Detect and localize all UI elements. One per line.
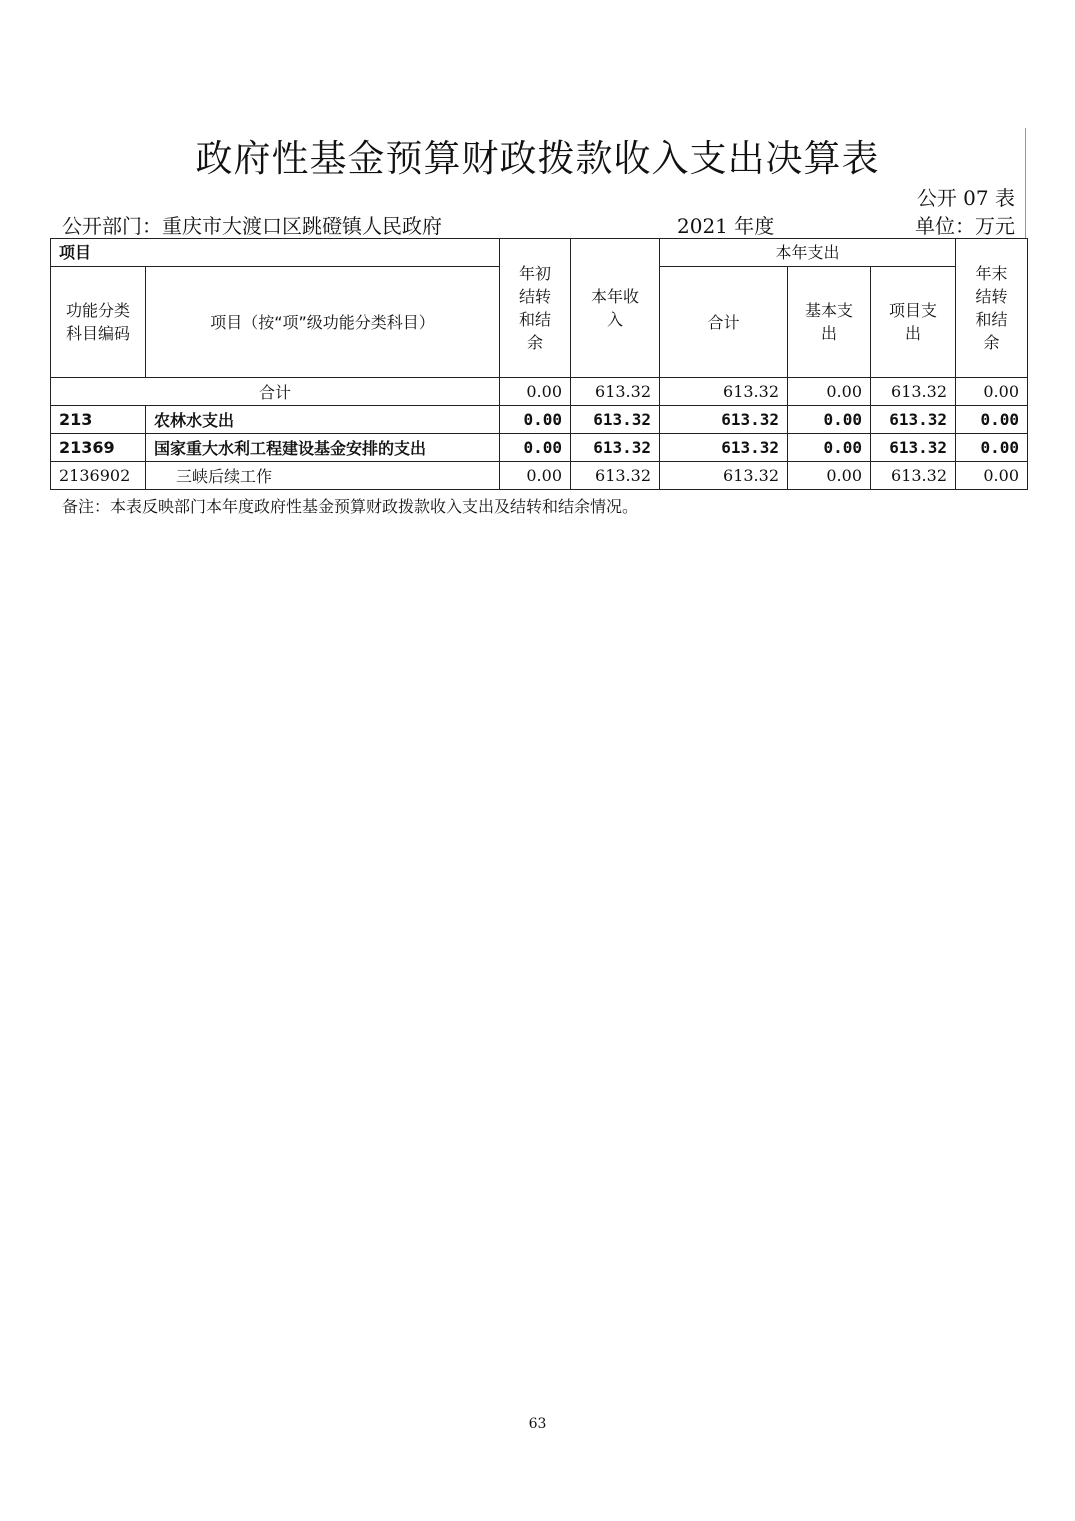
row-end: 0.00 xyxy=(956,406,1028,434)
row-begin: 0.00 xyxy=(500,462,571,490)
header-func-code: 功能分类 科目编码 xyxy=(51,267,146,378)
total-label: 合计 xyxy=(51,378,500,406)
page-number: 63 xyxy=(528,1416,547,1432)
table-row xyxy=(51,462,1028,490)
total-begin: 0.00 xyxy=(500,378,571,406)
header-basic: 基本支 出 xyxy=(788,267,871,378)
row-name: 三峡后续工作 xyxy=(146,462,500,490)
row-basic: 0.00 xyxy=(788,434,871,462)
row-name: 农林水支出 xyxy=(146,406,500,434)
table-id: 公开 07 表 xyxy=(916,186,1015,210)
header-project-exp: 项目支 出 xyxy=(871,267,956,378)
row-begin: 0.00 xyxy=(500,434,571,462)
row-code: 213 xyxy=(51,406,146,434)
row-code: 21369 xyxy=(51,434,146,462)
row-project: 613.32 xyxy=(871,434,956,462)
unit-label: 单位：万元 xyxy=(915,214,1015,238)
header-project-name: 项目（按“项”级功能分类科目） xyxy=(146,267,500,378)
header-project: 项目 xyxy=(51,239,500,267)
row-name: 国家重大水利工程建设基金安排的支出 xyxy=(146,434,500,462)
total-total: 613.32 xyxy=(660,378,788,406)
total-income: 613.32 xyxy=(571,378,660,406)
row-income: 613.32 xyxy=(571,462,660,490)
header-end-balance: 年末 结转 和结 余 xyxy=(956,239,1028,378)
row-total: 613.32 xyxy=(660,462,788,490)
row-code: 2136902 xyxy=(51,462,146,490)
row-income: 613.32 xyxy=(571,434,660,462)
row-basic: 0.00 xyxy=(788,462,871,490)
fiscal-year: 2021 年度 xyxy=(677,214,775,238)
department-label: 公开部门：重庆市大渡口区跳磴镇人民政府 xyxy=(62,214,442,238)
row-income: 613.32 xyxy=(571,406,660,434)
row-total: 613.32 xyxy=(660,434,788,462)
budget-table xyxy=(50,238,1028,490)
total-basic: 0.00 xyxy=(788,378,871,406)
header-expense-group: 本年支出 xyxy=(660,239,956,267)
row-end: 0.00 xyxy=(956,434,1028,462)
header-begin-balance: 年初 结转 和结 余 xyxy=(500,239,571,378)
row-project: 613.32 xyxy=(871,406,956,434)
total-project: 613.32 xyxy=(871,378,956,406)
header-income: 本年收 入 xyxy=(571,239,660,378)
footnote: 备注：本表反映部门本年度政府性基金预算财政拨款收入支出及结转和结余情况。 xyxy=(62,497,639,516)
table-row xyxy=(51,434,1028,462)
total-row xyxy=(51,378,1028,406)
row-total: 613.32 xyxy=(660,406,788,434)
row-basic: 0.00 xyxy=(788,406,871,434)
row-end: 0.00 xyxy=(956,462,1028,490)
row-begin: 0.00 xyxy=(500,406,571,434)
header-total: 合计 xyxy=(660,267,788,378)
table-row xyxy=(51,406,1028,434)
row-project: 613.32 xyxy=(871,462,956,490)
page-title: 政府性基金预算财政拨款收入支出决算表 xyxy=(195,137,880,180)
total-end: 0.00 xyxy=(956,378,1028,406)
